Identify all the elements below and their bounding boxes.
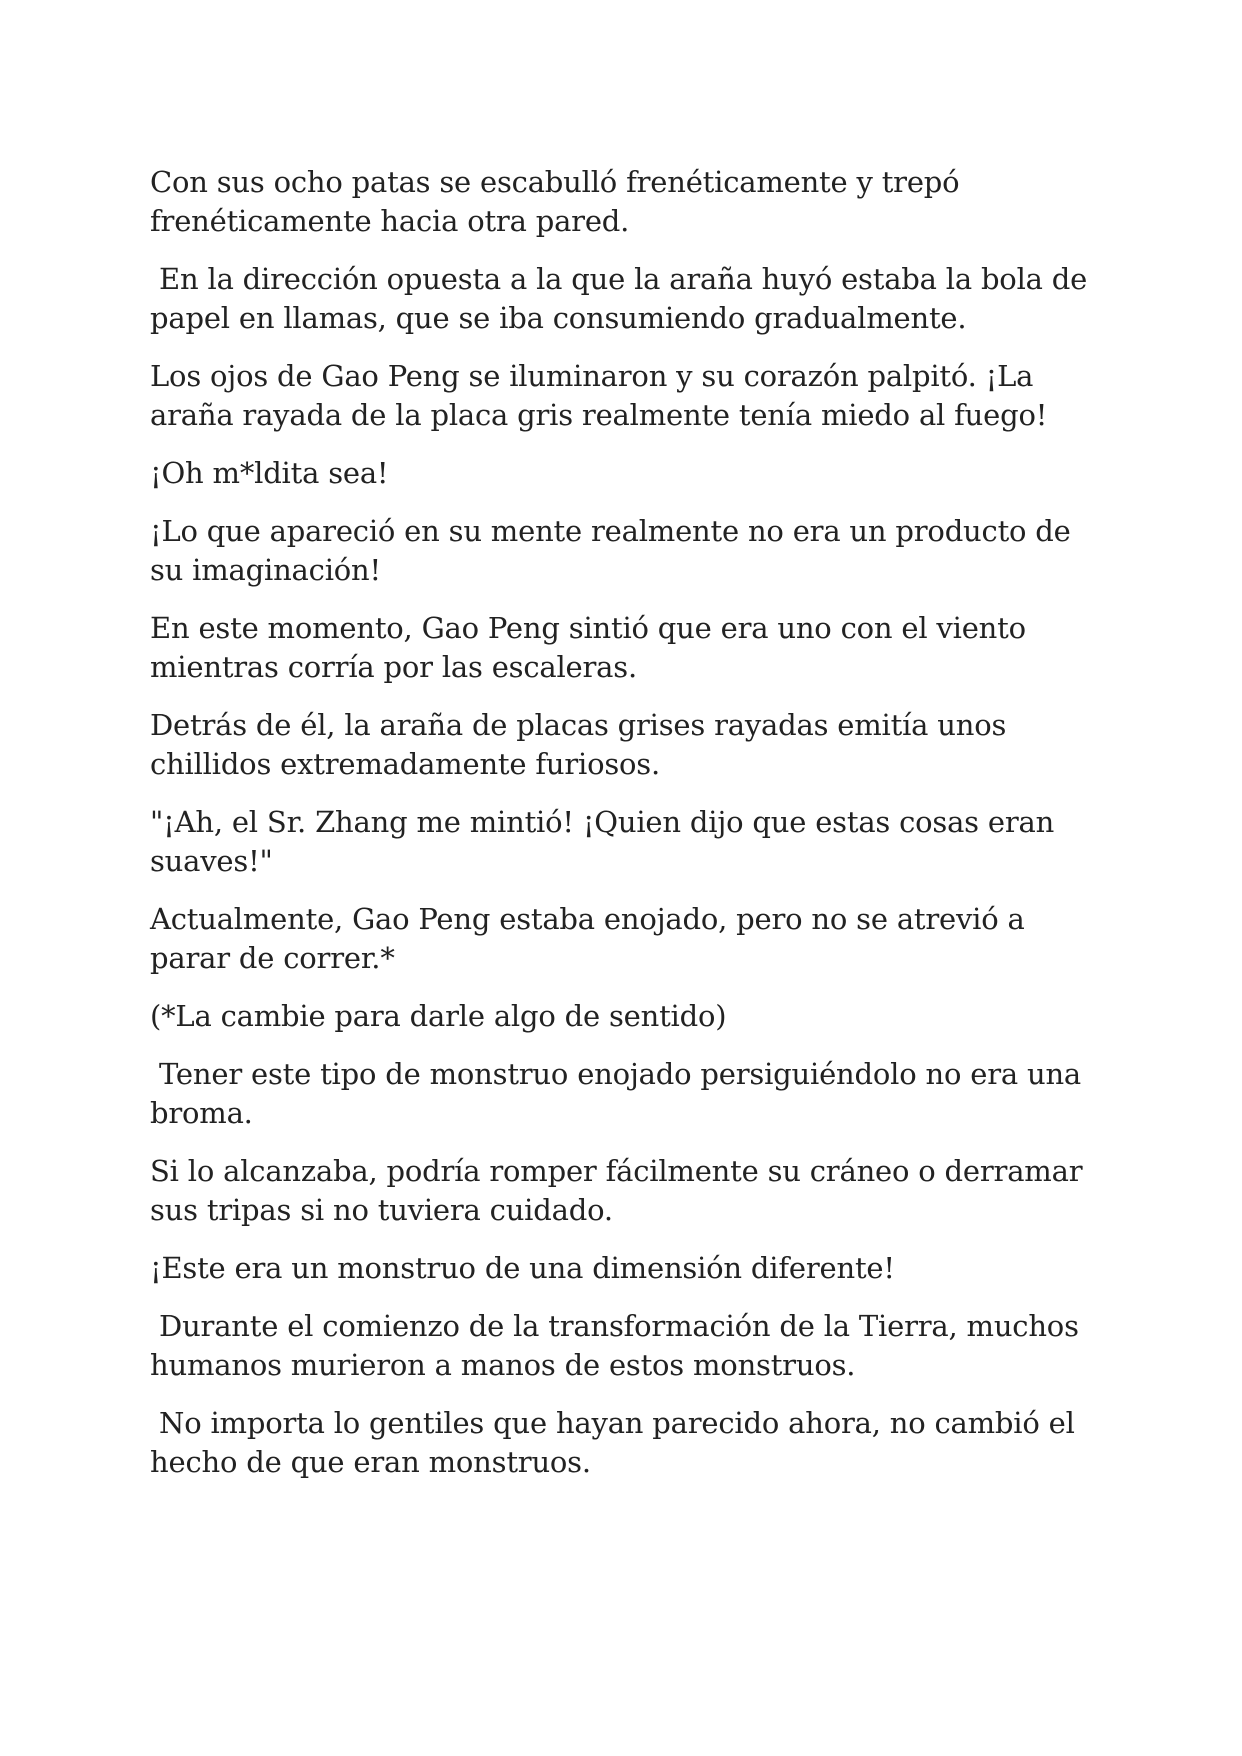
paragraph: "¡Ah, el Sr. Zhang me mintió! ¡Quien dijo que estas cosas eran suaves!" [150, 805, 1064, 878]
paragraph: Tener este tipo de monstruo enojado persiguiéndolo no era una broma. [150, 1057, 1091, 1130]
paragraph: Actualmente, Gao Peng estaba enojado, pero no se atrevió a parar de correr.* [150, 902, 1034, 975]
paragraph: Los ojos de Gao Peng se iluminaron y su corazón palpitó. ¡La araña rayada de la placa gris realmente tenía miedo al fuego! [150, 359, 1048, 432]
paragraph: ¡Oh m*ldita sea! [150, 456, 389, 490]
paragraph: Con sus ocho patas se escabulló frenéticamente y trepó frenéticamente hacia otra pared. [150, 165, 969, 238]
paragraph: Si lo alcanzaba, podría romper fácilmente su cráneo o derramar sus tripas si no tuviera cuidado. [150, 1154, 1092, 1227]
paragraph: En este momento, Gao Peng sintió que era uno con el viento mientras corría por las escaleras. [150, 611, 1035, 684]
paragraph: Detrás de él, la araña de placas grises rayadas emitía unos chillidos extremadamente furiosos. [150, 708, 1016, 781]
document-body [150, 163, 1097, 1501]
paragraph: Durante el comienzo de la transformación de la Tierra, muchos humanos murieron a manos de estos monstruos. [150, 1309, 1088, 1382]
paragraph: (*La cambie para darle algo de sentido) [150, 999, 727, 1033]
paragraph: No importa lo gentiles que hayan parecido ahora, no cambió el hecho de que eran monstruos. [150, 1406, 1084, 1479]
paragraph: En la dirección opuesta a la que la araña huyó estaba la bola de papel en llamas, que se iba consumiendo gradualmente. [150, 262, 1097, 335]
paragraph: ¡Este era un monstruo de una dimensión diferente! [150, 1251, 895, 1285]
paragraph: ¡Lo que apareció en su mente realmente no era un producto de su imaginación! [150, 514, 1080, 587]
